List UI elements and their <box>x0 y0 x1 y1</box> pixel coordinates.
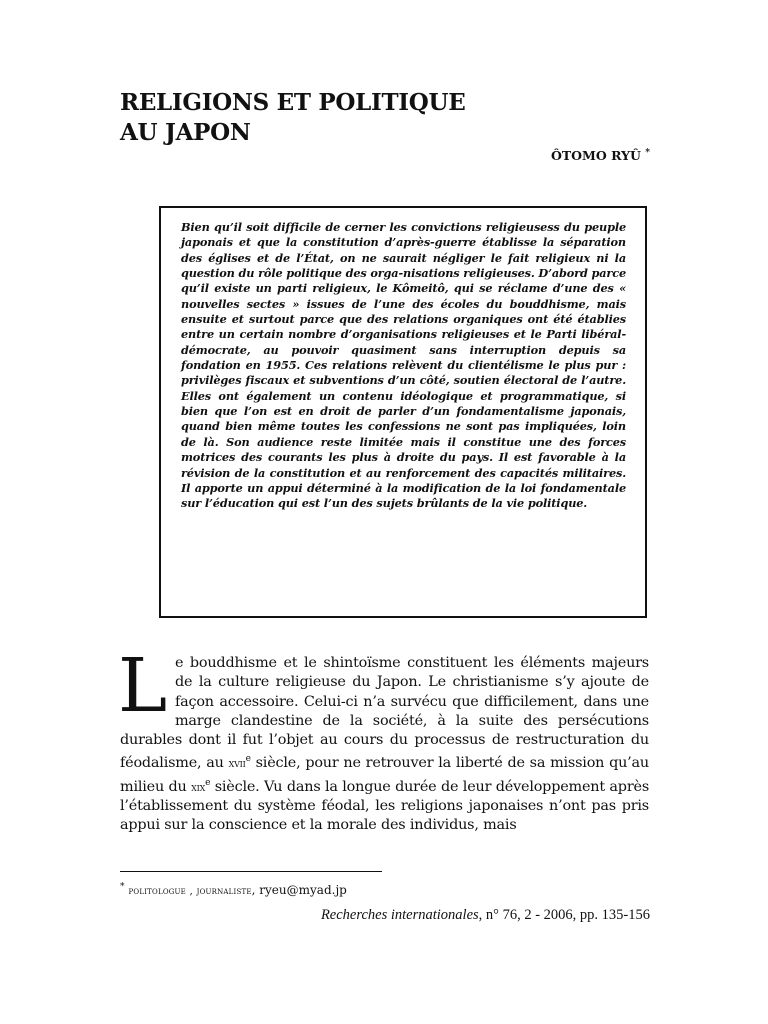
body-text-part-3: siècle. Vu dans la longue durée de leur développement après l’établissement du système féodal, les religions japonaises n’ont pas pris appui sur la conscience et la morale des individus, mais <box>120 778 649 833</box>
body-text-part-2: siècle, pour ne retrouver la liberté de sa mission qu’au milieu du <box>120 755 649 795</box>
body-text-part-1: e bouddhisme et le shintoïsme constituent les éléments majeurs de la culture religieuse du Japon. Le christianisme s’y ajoute de façon accessoire. Celui-ci n’a survécu que difficilement, dans une marge clandestine de la société, à la suite des persécutions durables dont il fut l’objet au cours du processus de restructuration du féodalisme, au <box>120 655 649 772</box>
body-paragraph <box>118 643 649 835</box>
author-footnote-mark: * <box>645 148 650 158</box>
journal-issue: , n° 76, 2 - 2006, pp. 135-156 <box>478 907 650 923</box>
article-title <box>120 88 640 148</box>
journal-citation <box>321 907 650 924</box>
abstract-box <box>159 206 647 618</box>
footnote <box>120 879 640 899</box>
century-numeral-2: xix <box>191 779 206 794</box>
author-text: ÔTOMO RYÛ <box>550 148 641 164</box>
author-name <box>551 148 650 163</box>
drop-cap: L <box>118 643 167 729</box>
century-suffix-1: e <box>245 754 251 765</box>
footnote-email: , ryeu@myad.jp <box>251 883 347 897</box>
abstract-text: Bien qu’il soit difficile de cerner les convictions religieusess du peuple japonais et que la constitution d’après-guerre établisse la séparation des églises et de l’État, on ne saurait négliger le fait religieux ni la question du rôle politique des orga-nisations religieuses. D’abord parce qu’il existe un parti religieux, le Kômeitô, qui se réclame d’une des « nouvelles sectes » issues de l’une des écoles du bouddhisme, mais ensuite et surtout parce que des relations organiques ont été établies entre un certain nombre d’organisations religieuses et le Parti libéral-démocrate, au pouvoir quasiment sans interruption depuis sa fondation en 1955. Ces relations relèvent du clientélisme le plus pur : privilèges fiscaux et subventions d’un côté, soutien électoral de l’autre. Elles ont également un contenu idéologique et programmatique, si bien que l’on est en droit de parler d’un fondamentalisme japonais, quand bien même toutes les confessions ne sont pas impliquées, loin de là. Son audience reste limitée mais il constitue une des forces motrices des courants les plus à droite du pays. Il est favorable à la révision de la constitution et au renforcement des capacités militaires. Il apporte un appui déterminé à la modification de la loi fondamentale sur l’éducation qui est l’un des sujets brûlants de la vie politique. <box>181 220 626 511</box>
footnote-role: politologue , journaliste <box>128 885 252 897</box>
footnote-divider <box>120 871 382 872</box>
century-suffix-2: e <box>205 777 211 788</box>
century-numeral-1: xvii <box>228 756 246 771</box>
title-line-1: RELIGIONS ET POLITIQUE <box>120 89 466 116</box>
journal-name: Recherches internationales <box>320 907 479 923</box>
title-line-2: AU JAPON <box>120 119 251 146</box>
footnote-mark: * <box>120 882 125 892</box>
